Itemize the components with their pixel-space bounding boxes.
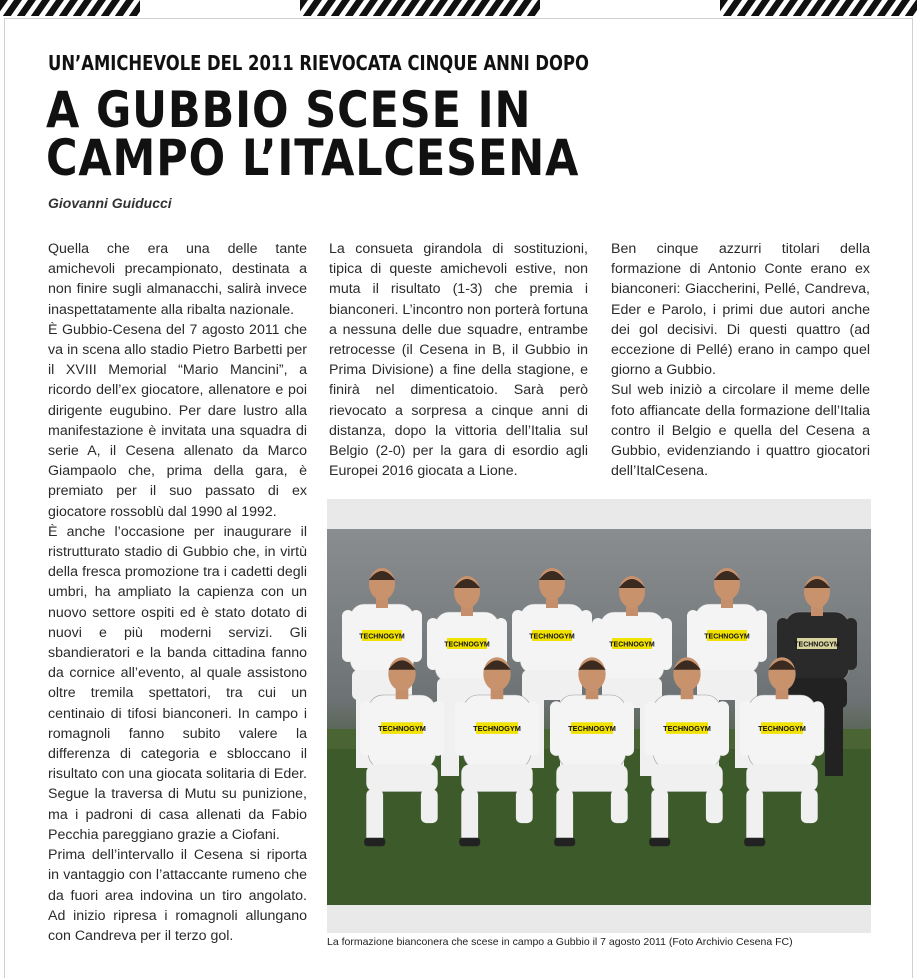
- paragraph: La consueta girandola di sostituzioni, tipica di queste amichevoli estive, non muta il risultato (1-3) che premia i bianconeri. L’incontro non porterà fortuna a nessuna delle due squadre, entrambe retrocesse (il Cesena in B, il Gubbio in Prima Divisione) a fine della stagione, e finirà nel dimenticatoio. Sarà però rievocato a sorpresa a cinque anni di distanza, dopo la vittoria dell’Italia sul Belgio (2-0) per la gara di esordio agli Europei 2016 giocata a Lione.: [329, 241, 588, 480]
- svg-text:TECHNOGYM: TECHNOGYM: [473, 724, 521, 734]
- svg-text:TECHNOGYM: TECHNOGYM: [794, 641, 840, 649]
- paragraph: È Gubbio-Cesena del 7 agosto 2011 che va in scena allo stadio Pietro Barbetti per il XVIII Memorial “Mario Mancini”, a ricordo dell’ex giocatore, allenatore e poi dirigente eugubino. Per dare lustro alla manifestazione è invitata una squadra di serie A, il Cesena allenato da Marco Giampaolo che, prima della gara, è premiato per il suo passato di ex giocatore rossoblù dal 1990 al 1992.: [48, 321, 307, 520]
- paragraph: È anche l’occasione per inaugurare il ristrutturato stadio di Gubbio che, in virtù della fresca promozione tra i cadetti degli umbri, ha ampliato la capienza con un nuovo settore ospiti ed è stato dotato di nuovi e più moderni servizi. Gli sbandieratori e la banda cittadina fanno da cornice all’evento, al quale assistono oltre tremila spettatori, tra cui un centinaio di tifosi bianconeri. In campo i romagnoli fanno subito valere la differenza di categoria e sbloccano il risultato con una giocata solitaria di Eder. Segue la traversa di Mutu su punizione, ma i padroni di casa allenati da Fabio Pecchia pareggiano grazie a Ciofani.: [48, 523, 307, 843]
- text-column-1: [48, 239, 307, 946]
- author-byline: Giovanni Guiducci: [48, 195, 172, 211]
- article-kicker: UN’AMICHEVOLE DEL 2011 RIEVOCATA CINQUE ANNI DOPO: [48, 51, 589, 75]
- svg-text:TECHNOGYM: TECHNOGYM: [568, 724, 616, 734]
- svg-text:TECHNOGYM: TECHNOGYM: [663, 724, 711, 734]
- svg-text:TECHNOGYM: TECHNOGYM: [704, 633, 750, 641]
- svg-text:TECHNOGYM: TECHNOGYM: [359, 633, 405, 641]
- headline-line-1: A GUBBIO SCESE IN: [46, 81, 532, 139]
- article-headline: [46, 81, 580, 187]
- team-photo-frame: [327, 499, 871, 933]
- headline-line-2: CAMPO L’ITALCESENA: [46, 129, 580, 187]
- svg-text:TECHNOGYM: TECHNOGYM: [609, 641, 655, 649]
- svg-text:TECHNOGYM: TECHNOGYM: [758, 724, 806, 734]
- team-photo: [327, 529, 871, 905]
- decorative-stripes-right: [720, 0, 917, 16]
- photo-caption: La formazione bianconera che scese in campo a Gubbio il 7 agosto 2011 (Foto Archivio Cesena FC): [327, 936, 793, 948]
- decorative-stripes-center: [300, 0, 540, 16]
- paragraph: Sul web iniziò a circolare il meme delle foto affiancate della formazione dell’Italia contro il Belgio e quella del Cesena a Gubbio, evidenziando i quattro giocatori dell’ItalCesena.: [611, 382, 870, 480]
- svg-text:TECHNOGYM: TECHNOGYM: [444, 641, 490, 649]
- text-column-3: [611, 239, 870, 481]
- decorative-stripes-left: [0, 0, 140, 16]
- paragraph: Prima dell’intervallo il Cesena si riporta in vantaggio con l’attaccante rumeno che da fuori area indovina un tiro angolato. Ad inizio ripresa i romagnoli allungano con Candreva per il terzo gol.: [48, 847, 307, 944]
- svg-text:TECHNOGYM: TECHNOGYM: [529, 633, 575, 641]
- text-column-2: [329, 239, 588, 481]
- paragraph: Ben cinque azzurri titolari della formazione di Antonio Conte erano ex bianconeri: Giaccherini, Pellé, Candreva, Eder e Parolo, i primi due autori anche dei gol decisivi. Di questi quattro (ad eccezione di Pellé) erano in campo quel giorno a Gubbio.: [611, 241, 870, 379]
- paragraph: Quella che era una delle tante amichevoli precampionato, destinata a non finire sugli almanacchi, salirà invece inaspettatamente alla ribalta nazionale.: [48, 241, 307, 318]
- svg-text:TECHNOGYM: TECHNOGYM: [378, 724, 426, 734]
